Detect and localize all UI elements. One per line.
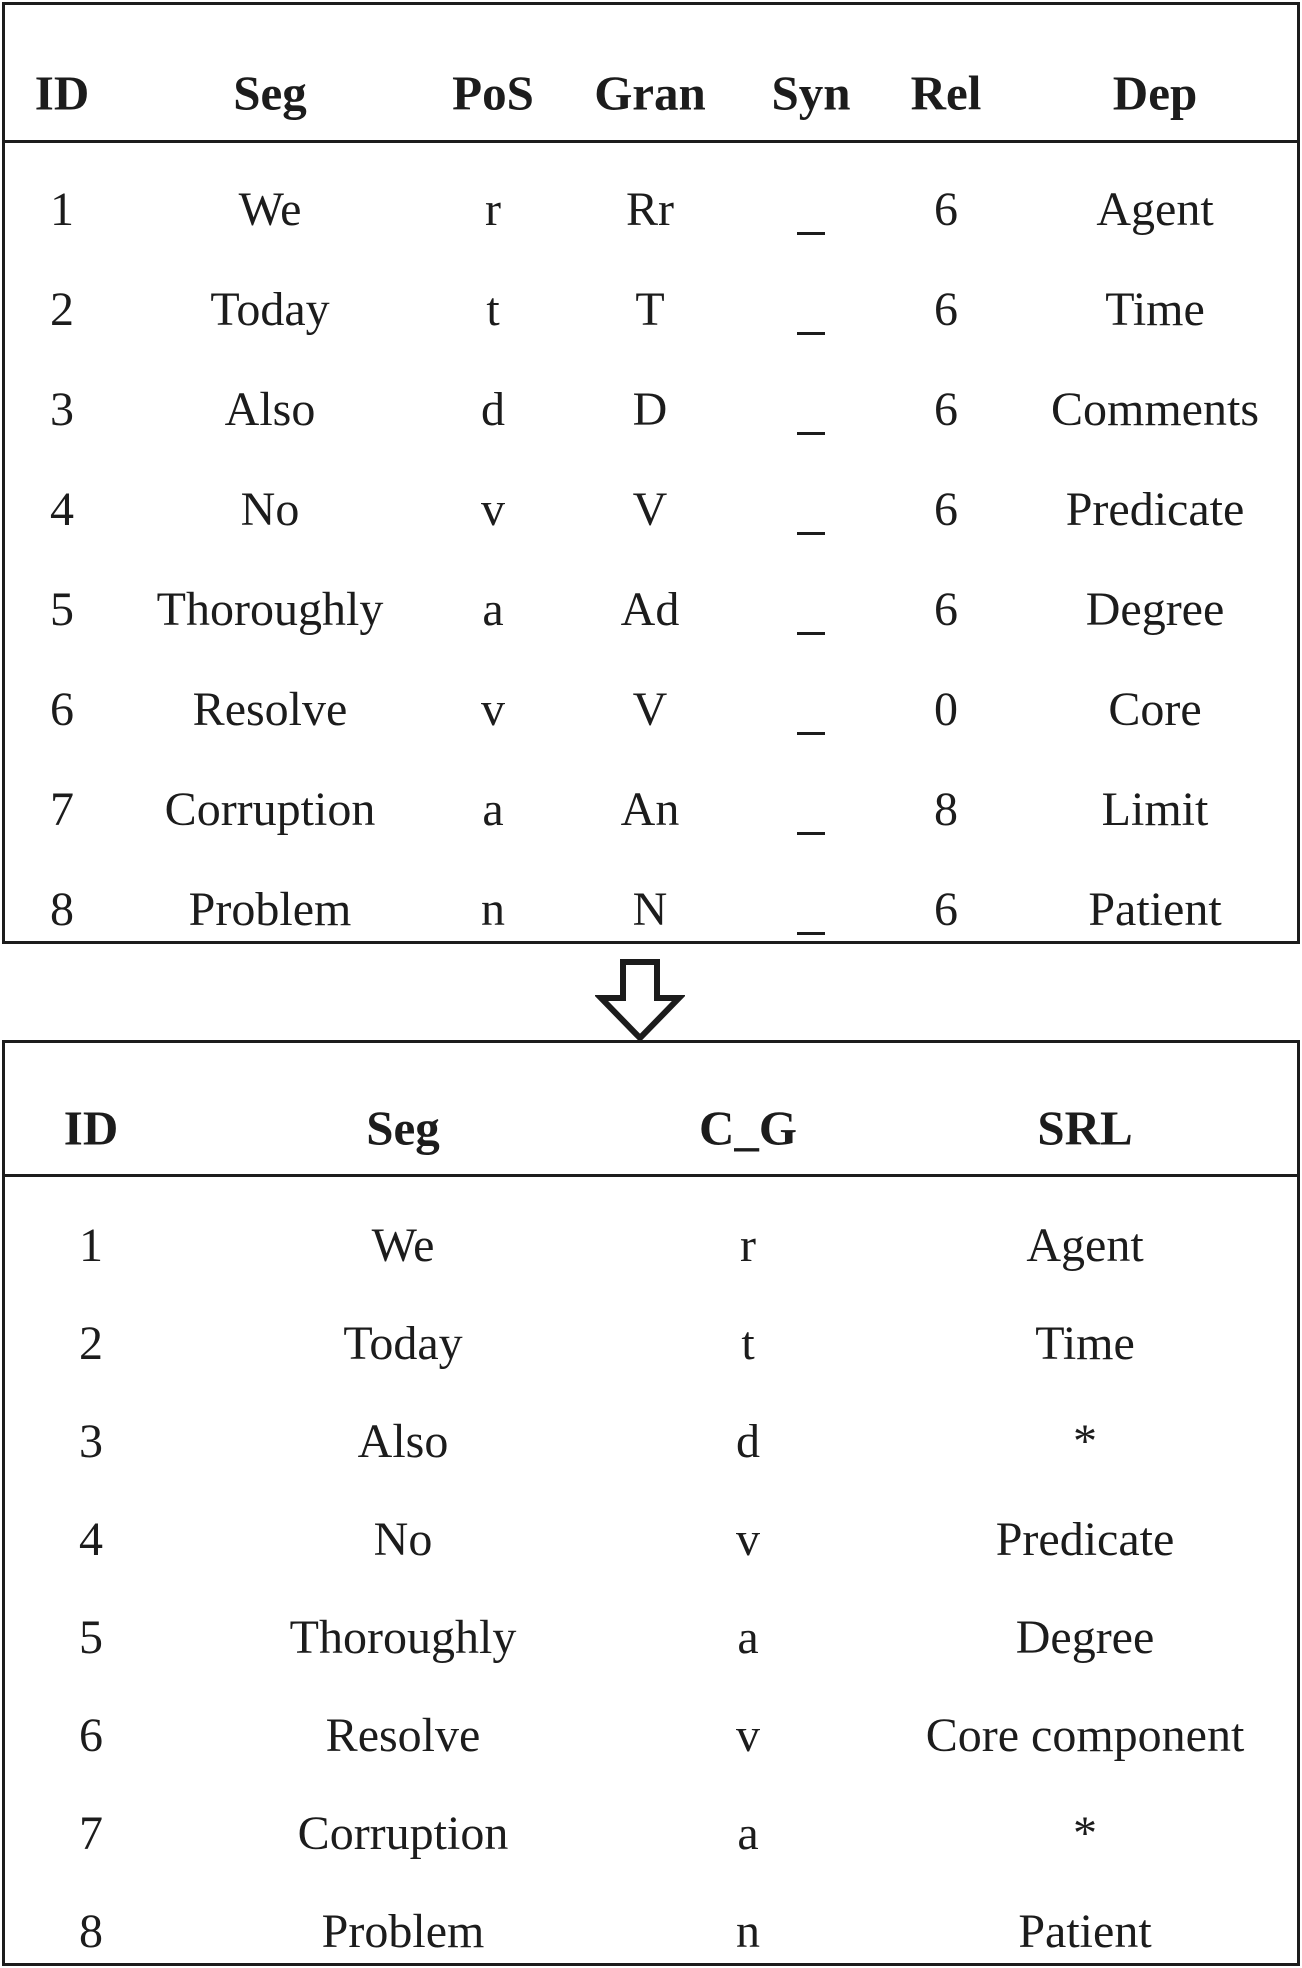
cell-seg: Also (357, 1415, 449, 1468)
cell-seg: Thoroughly (156, 583, 384, 636)
column-header-id: ID (34, 65, 90, 121)
cell-id: 4 (79, 1513, 103, 1566)
cell-id: 2 (79, 1317, 103, 1370)
cell-dep: Time (1105, 283, 1205, 336)
cell-pos: v (481, 683, 505, 736)
cell-id: 8 (79, 1905, 103, 1958)
cell-seg: Thoroughly (289, 1611, 517, 1664)
cell-dep: Limit (1101, 783, 1209, 836)
cell-rel: 6 (934, 583, 958, 636)
cell-syn-blank (797, 332, 825, 335)
cell-srl: Core component (925, 1709, 1245, 1762)
source-annotation-table (2, 2, 1300, 944)
cell-id: 7 (50, 783, 74, 836)
cell-c-g: v (736, 1513, 760, 1566)
cell-id: 6 (79, 1709, 103, 1762)
cell-id: 1 (50, 183, 74, 236)
cell-gran: D (632, 383, 668, 436)
column-header-srl: SRL (1037, 1100, 1133, 1156)
cell-c-g: d (736, 1415, 760, 1468)
cell-pos: a (482, 583, 504, 636)
cell-srl: Patient (1018, 1905, 1152, 1958)
cell-seg: Today (210, 283, 330, 336)
converted-srl-table (2, 1040, 1300, 1966)
cell-syn-blank (797, 632, 825, 635)
cell-syn-blank (797, 432, 825, 435)
cell-rel: 0 (934, 683, 958, 736)
cell-gran: An (620, 783, 680, 836)
column-header-seg: Seg (366, 1100, 440, 1156)
cell-rel: 6 (934, 283, 958, 336)
cell-id: 5 (50, 583, 74, 636)
cell-id: 1 (79, 1219, 103, 1272)
cell-seg: Also (224, 383, 316, 436)
cell-id: 8 (50, 883, 74, 936)
cell-seg: No (240, 483, 300, 536)
cell-c-g: a (737, 1807, 759, 1860)
cell-syn-blank (797, 532, 825, 535)
cell-seg: Resolve (325, 1709, 481, 1762)
column-header-rel: Rel (910, 65, 982, 121)
column-header-seg: Seg (233, 65, 307, 121)
cell-srl: * (1073, 1807, 1097, 1860)
cell-dep: Comments (1050, 383, 1260, 436)
cell-pos: t (486, 283, 500, 336)
cell-seg: Problem (321, 1905, 485, 1958)
cell-gran: Rr (626, 183, 674, 236)
cell-gran: V (632, 483, 668, 536)
cell-srl: * (1073, 1415, 1097, 1468)
cell-pos: r (485, 183, 501, 236)
cell-seg: We (371, 1219, 435, 1272)
cell-pos: n (481, 883, 505, 936)
column-header-syn: Syn (771, 65, 851, 121)
column-header-c-g: C_G (699, 1100, 797, 1156)
cell-id: 5 (79, 1611, 103, 1664)
cell-srl: Predicate (995, 1513, 1175, 1566)
cell-c-g: r (740, 1219, 756, 1272)
cell-seg: Today (343, 1317, 463, 1370)
cell-pos: a (482, 783, 504, 836)
cell-dep: Agent (1096, 183, 1214, 236)
cell-syn-blank (797, 932, 825, 935)
cell-id: 3 (79, 1415, 103, 1468)
cell-rel: 8 (934, 783, 958, 836)
cell-seg: We (238, 183, 302, 236)
cell-syn-blank (797, 732, 825, 735)
cell-syn-blank (797, 832, 825, 835)
cell-seg: Corruption (164, 783, 376, 836)
cell-syn-blank (797, 232, 825, 235)
cell-id: 6 (50, 683, 74, 736)
cell-id: 3 (50, 383, 74, 436)
cell-c-g: v (736, 1709, 760, 1762)
cell-seg: Resolve (192, 683, 348, 736)
cell-seg: Corruption (297, 1807, 509, 1860)
cell-dep: Degree (1085, 583, 1225, 636)
cell-pos: d (481, 383, 505, 436)
cell-c-g: t (741, 1317, 755, 1370)
column-header-gran: Gran (594, 65, 706, 121)
cell-srl: Degree (1015, 1611, 1155, 1664)
cell-seg: Problem (188, 883, 352, 936)
cell-rel: 6 (934, 883, 958, 936)
cell-seg: No (373, 1513, 433, 1566)
cell-gran: T (635, 283, 665, 336)
column-header-dep: Dep (1112, 65, 1198, 121)
cell-gran: V (632, 683, 668, 736)
cell-pos: v (481, 483, 505, 536)
cell-id: 4 (50, 483, 74, 536)
cell-id: 7 (79, 1807, 103, 1860)
cell-c-g: a (737, 1611, 759, 1664)
cell-rel: 6 (934, 183, 958, 236)
cell-dep: Predicate (1065, 483, 1245, 536)
cell-dep: Patient (1088, 883, 1222, 936)
column-header-pos: PoS (452, 65, 534, 121)
cell-rel: 6 (934, 383, 958, 436)
cell-dep: Core (1108, 683, 1202, 736)
cell-c-g: n (736, 1905, 760, 1958)
cell-srl: Agent (1026, 1219, 1144, 1272)
cell-gran: N (632, 883, 668, 936)
column-header-id: ID (63, 1100, 119, 1156)
cell-gran: Ad (620, 583, 680, 636)
cell-rel: 6 (934, 483, 958, 536)
header-divider (5, 1174, 1297, 1177)
cell-id: 2 (50, 283, 74, 336)
down-arrow-icon (595, 958, 685, 1044)
header-divider (5, 140, 1297, 143)
cell-srl: Time (1035, 1317, 1135, 1370)
